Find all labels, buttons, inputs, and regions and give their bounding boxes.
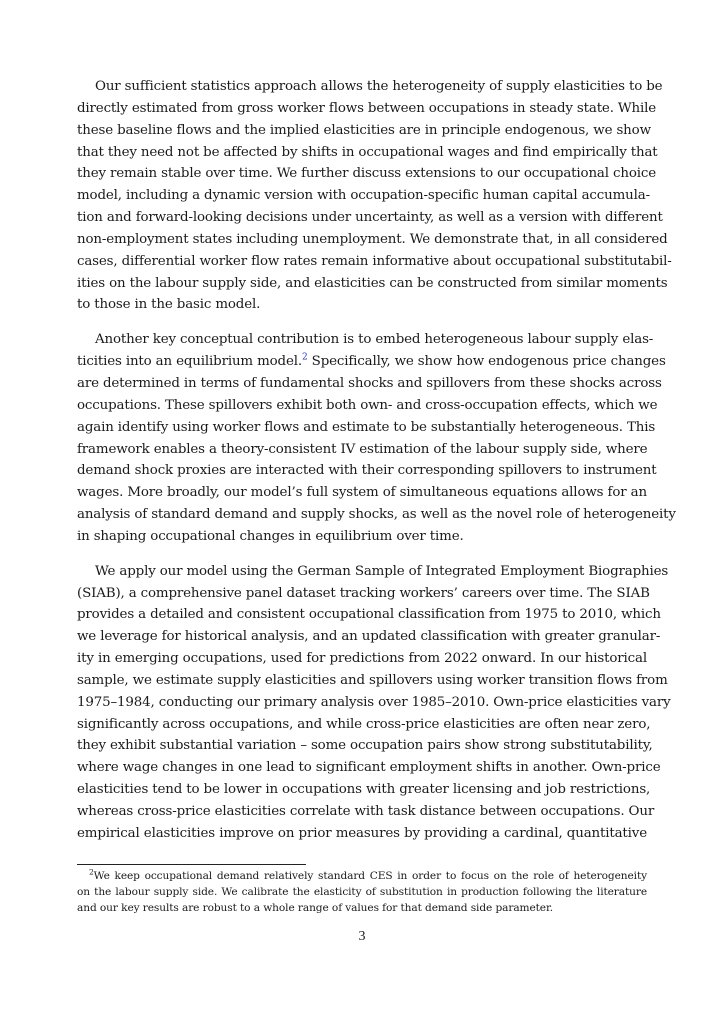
text-line: 1975–1984, conducting our primary analysis over 1985–2010. Own-price elasticities vary (77, 694, 671, 710)
text-line: ity in emerging occupations, used for predictions from 2022 onward. In our historical (77, 651, 647, 667)
paragraph-1 (77, 76, 672, 316)
paragraph-2 (77, 329, 676, 547)
text-line: Our sufficient statistics approach allows the heterogeneity of supply elasticities to be (95, 79, 663, 94)
text-line: significantly across occupations, and while cross-price elasticities are often near zero, (77, 716, 651, 732)
body-text (77, 76, 676, 858)
text-line: empirical elasticities improve on prior measures by providing a cardinal, quantitative (77, 825, 647, 841)
text-segment: We keep occupational demand relatively standard CES in order to focus on the role of heterogeneity (93, 870, 647, 882)
text-segment: ticities into an equilibrium model. (77, 354, 302, 370)
text-line: to those in the basic model. (77, 297, 261, 313)
text-line: ities on the labour supply side, and elasticities can be constructed from similar moments (77, 275, 668, 291)
text-line: they remain stable over time. We further discuss extensions to our occupational choice (77, 166, 656, 182)
footnote-marker: 2 (89, 867, 94, 877)
text-line: wages. More broadly, our model’s full system of simultaneous equations allows for an (77, 485, 647, 501)
text-line: model, including a dynamic version with occupation-specific human capital accumula- (77, 188, 650, 204)
text-line: again identify using worker flows and estimate to be substantially heterogeneous. This (77, 419, 656, 435)
text-line: Another key conceptual contribution is to embed heterogeneous labour supply elas- (95, 332, 654, 348)
text-line: We apply our model using the German Sample of Integrated Employment Biographies (95, 563, 669, 579)
footnote-line: on the labour supply side. We calibrate the elasticity of substitution in production following the literature (77, 886, 647, 898)
text-line: framework enables a theory-consistent IV estimation of the labour supply side, where (77, 441, 648, 457)
text-segment: Specifically, we show how endogenous price changes (307, 354, 666, 370)
text-line: where wage changes in one lead to significant employment shifts in another. Own-price (77, 760, 661, 776)
footnote (77, 868, 647, 916)
text-line: (SIAB), a comprehensive panel dataset tracking workers’ careers over time. The SIAB (77, 585, 650, 601)
text-line: demand shock proxies are interacted with their corresponding spillovers to instrument (77, 463, 657, 479)
footnote-line: and our key results are robust to a whole range of values for that demand side parameter. (77, 902, 554, 914)
text-line: elasticities tend to be lower in occupations with greater licensing and job restrictions, (77, 782, 651, 798)
footnote-divider (77, 864, 306, 865)
text-line: whereas cross-price elasticities correlate with task distance between occupations. Our (77, 804, 655, 819)
text-line: tion and forward-looking decisions under uncertainty, as well as a version with different (77, 210, 663, 226)
text-line: directly estimated from gross worker flows between occupations in steady state. While (77, 100, 657, 116)
footnote-link[interactable]: 2 (301, 352, 308, 363)
text-line: in shaping occupational changes in equilibrium over time. (77, 528, 464, 544)
text-line: are determined in terms of fundamental shocks and spillovers from these shocks across (77, 375, 662, 391)
text-line: we leverage for historical analysis, and an updated classification with greater granular- (77, 629, 661, 645)
text-line: non-employment states including unemployment. We demonstrate that, in all considered (77, 231, 668, 247)
text-line: occupations. These spillovers exhibit both own- and cross-occupation effects, which we (77, 397, 658, 413)
text-line (77, 351, 666, 373)
text-line: cases, differential worker flow rates remain informative about occupational substitutabil- (77, 253, 672, 269)
text-line: they exhibit substantial variation – some occupation pairs show strong substitutability, (77, 738, 653, 754)
text-line: sample, we estimate supply elasticities and spillovers using worker transition flows from (77, 672, 668, 688)
text-line: analysis of standard demand and supply shocks, as well as the novel role of heterogeneity (77, 507, 676, 523)
text-line: these baseline flows and the implied elasticities are in principle endogenous, we show (77, 122, 651, 138)
paragraph-3 (77, 561, 671, 845)
text-line: provides a detailed and consistent occupational classification from 1975 to 2010, which (77, 607, 661, 623)
page-number: 3 (358, 929, 366, 944)
footnote-line (77, 868, 647, 884)
text-line: that they need not be affected by shifts in occupational wages and find empirically that (77, 144, 658, 160)
